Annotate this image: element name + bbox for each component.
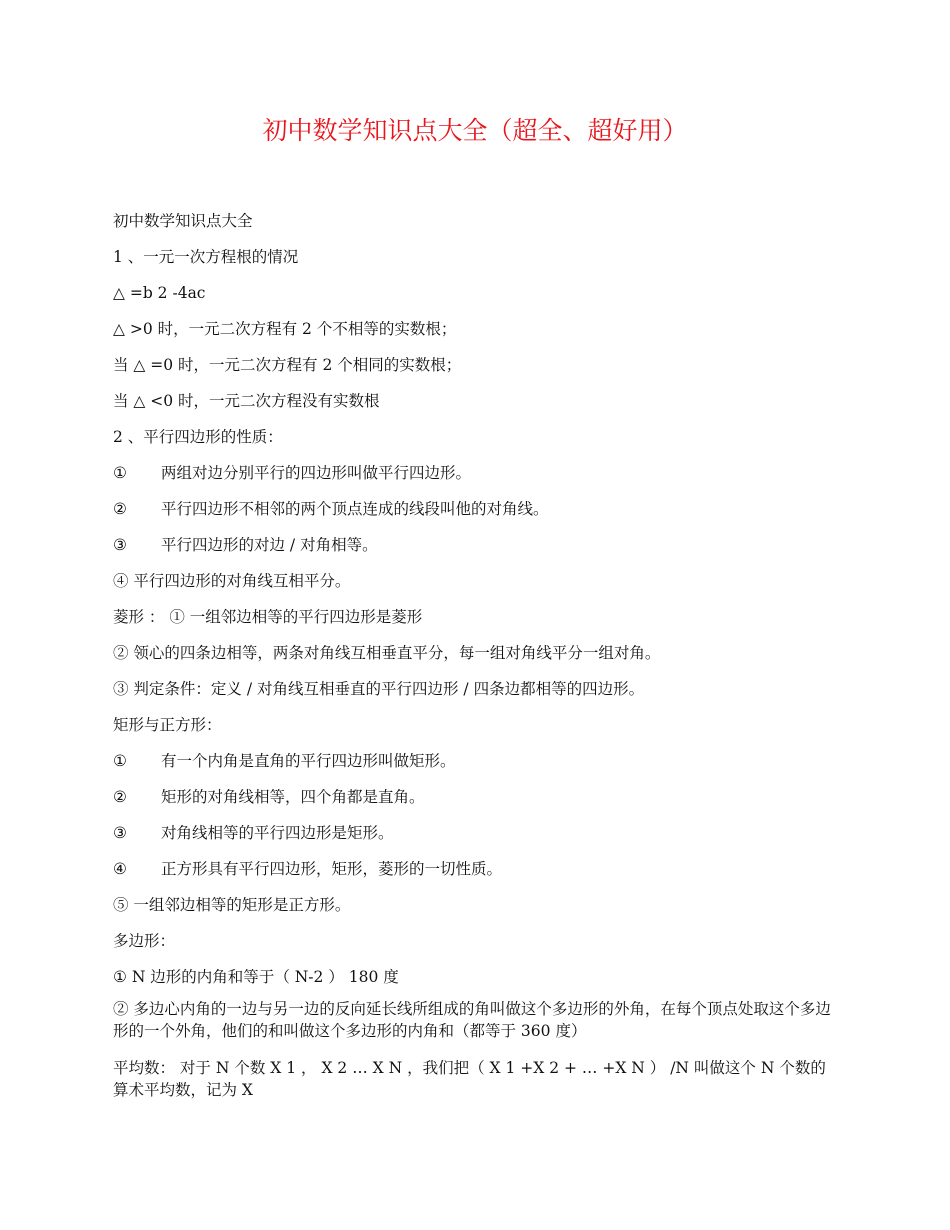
list-marker: ① [113, 752, 127, 770]
text-line [113, 390, 833, 412]
text-line [113, 642, 833, 664]
line-text: 平均数： 对于 N 个数 X 1 ， X 2 … X N ，我们把（ X 1 +X 2 + … +X N ） /N 叫做这个 N 个数的算术平均数，记为 X [113, 1059, 826, 1099]
list-marker: ③ [113, 824, 127, 842]
text-line [113, 714, 833, 736]
line-text: 多边形： [113, 932, 176, 950]
text-line [113, 998, 833, 1042]
text-line [113, 966, 833, 988]
list-marker: ① [113, 464, 127, 482]
line-text: 1 、一元一次方程根的情况 [113, 248, 299, 266]
line-text: ③ 判定条件：定义 / 对角线互相垂直的平行四边形 / 四条边都相等的四边形。 [113, 680, 645, 698]
line-text: 菱形 ： ① 一组邻边相等的平行四边形是菱形 [113, 608, 423, 626]
line-text: ① N 边形的内角和等于（ N-2 ） 180 度 [113, 968, 399, 986]
text-line [113, 354, 833, 376]
text-line [113, 606, 833, 628]
text-line [113, 750, 833, 772]
line-text: ② 领心的四条边相等，两条对角线互相垂直平分，每一组对角线平分一组对角。 [113, 644, 661, 662]
line-text: 矩形与正方形： [113, 716, 222, 734]
text-line [113, 210, 833, 232]
text-line [113, 282, 833, 304]
text-line [113, 498, 833, 520]
text-line [113, 534, 833, 556]
line-text: 初中数学知识点大全 [113, 212, 253, 230]
text-line [113, 426, 833, 448]
line-text: △ >0 时，一元二次方程有 2 个不相等的实数根； [113, 320, 457, 338]
text-line [113, 1057, 833, 1101]
line-text: 当 △ <0 时，一元二次方程没有实数根 [113, 392, 380, 410]
text-line [113, 246, 833, 268]
line-text: 平行四边形的对边 / 对角相等。 [161, 536, 378, 554]
line-text: ④ 平行四边形的对角线互相平分。 [113, 572, 351, 590]
document-title: 初中数学知识点大全（超全、超好用） [262, 116, 688, 145]
line-text: ⑤ 一组邻边相等的矩形是正方形。 [113, 896, 351, 914]
text-line [113, 318, 833, 340]
line-text: 两组对边分别平行的四边形叫做平行四边形。 [161, 464, 472, 482]
list-marker: ④ [113, 860, 127, 878]
text-line [113, 930, 833, 952]
line-text: 有一个内角是直角的平行四边形叫做矩形。 [161, 752, 456, 770]
text-line [113, 570, 833, 592]
text-line [113, 822, 833, 844]
line-text: 平行四边形不相邻的两个顶点连成的线段叫他的对角线。 [161, 500, 549, 518]
list-marker: ② [113, 500, 127, 518]
line-text: ② 多边心内角的一边与另一边的反向延长线所组成的角叫做这个多边形的外角，在每个顶点处取这个多边形的一个外角，他们的和叫做这个多边形的内角和（都等于 360 度） [113, 1000, 831, 1040]
text-line [113, 786, 833, 808]
text-line [113, 894, 833, 916]
line-text: 矩形的对角线相等，四个角都是直角。 [161, 788, 425, 806]
text-line [113, 858, 833, 880]
text-line [113, 678, 833, 700]
list-marker: ③ [113, 536, 127, 554]
line-text: 2 、平行四边形的性质： [113, 428, 283, 446]
list-marker: ② [113, 788, 127, 806]
line-text: △ =b 2 -4ac [113, 284, 206, 302]
line-text: 当 △ =0 时，一元二次方程有 2 个相同的实数根； [113, 356, 462, 374]
line-text: 正方形具有平行四边形，矩形，菱形的一切性质。 [161, 860, 503, 878]
text-line [113, 462, 833, 484]
line-text: 对角线相等的平行四边形是矩形。 [161, 824, 394, 842]
